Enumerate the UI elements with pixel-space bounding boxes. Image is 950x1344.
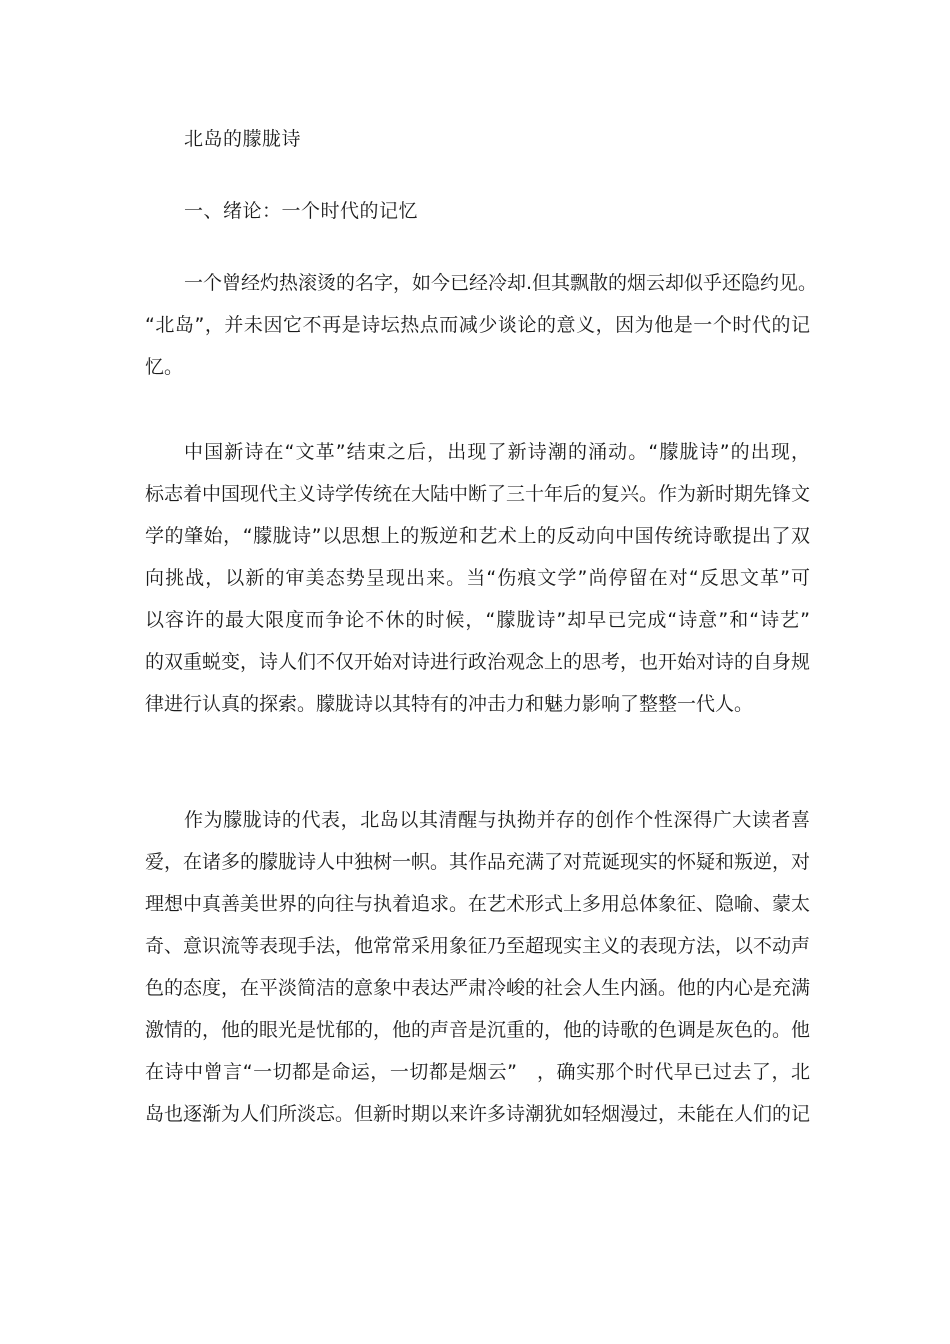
- paragraph-line: 理想中真善美世界的向往与执着追求。在艺术形式上多用总体象征、隐喻、蒙太: [145, 893, 811, 915]
- paragraph-line: 标志着中国现代主义诗学传统在大陆中断了三十年后的复兴。作为新时期先锋文: [145, 483, 811, 505]
- paragraph-new-poetry: [145, 431, 810, 725]
- paragraph-line: 色的态度，在平淡简洁的意象中表达严肃冷峻的社会人生内涵。他的内心是充满: [145, 977, 811, 999]
- paragraph-bei-dao: [145, 799, 810, 1135]
- paragraph-line: 忆。: [145, 356, 184, 378]
- paragraph-line: 向挑战，以新的审美态势呈现出来。当“伤痕文学”尚停留在对“反思文革”可: [145, 567, 810, 589]
- paragraph-line: 学的肇始，“朦胧诗”以思想上的叛逆和艺术上的反动向中国传统诗歌提出了双: [145, 525, 810, 547]
- paragraph-line: 的双重蜕变，诗人们不仅开始对诗进行政治观念上的思考，也开始对诗的自身规: [145, 651, 811, 673]
- paragraph-line: 一个曾经灼热滚烫的名字，如今已经冷却.但其飘散的烟云却似乎还隐约见。: [184, 272, 818, 294]
- paragraph-line: 律进行认真的探索。朦胧诗以其特有的冲击力和魅力影响了整整一代人。: [145, 693, 754, 715]
- paragraph-line: 以容许的最大限度而争论不休的时候，“朦胧诗”却早已完成“诗意”和“诗艺”: [145, 609, 810, 631]
- paragraph-line: 作为朦胧诗的代表，北岛以其清醒与执拗并存的创作个性深得广大读者喜: [184, 809, 810, 831]
- paragraph-line: 激情的，他的眼光是忧郁的，他的声音是沉重的，他的诗歌的色调是灰色的。他: [145, 1019, 811, 1041]
- paragraph-line: 中国新诗在“文革”结束之后，出现了新诗潮的涌动。“朦胧诗”的出现，: [184, 441, 810, 463]
- document-title: 北岛的朦胧诗: [184, 128, 302, 150]
- paragraph-intro: [145, 262, 818, 388]
- paragraph-line: 岛也逐渐为人们所淡忘。但新时期以来许多诗潮犹如轻烟漫过，未能在人们的记: [145, 1103, 811, 1125]
- section-heading: 一、绪论：一个时代的记忆: [184, 200, 419, 222]
- paragraph-line: 在诗中曾言“一切都是命运，一切都是烟云” ，确实那个时代早已过去了，北: [145, 1061, 810, 1083]
- paragraph-line: “北岛”，并未因它不再是诗坛热点而减少谈论的意义，因为他是一个时代的记: [145, 314, 810, 336]
- paragraph-line: 爱，在诸多的朦胧诗人中独树一帜。其作品充满了对荒诞现实的怀疑和叛逆，对: [145, 851, 811, 873]
- paragraph-line: 奇、意识流等表现手法，他常常采用象征乃至超现实主义的表现方法，以不动声: [145, 935, 811, 957]
